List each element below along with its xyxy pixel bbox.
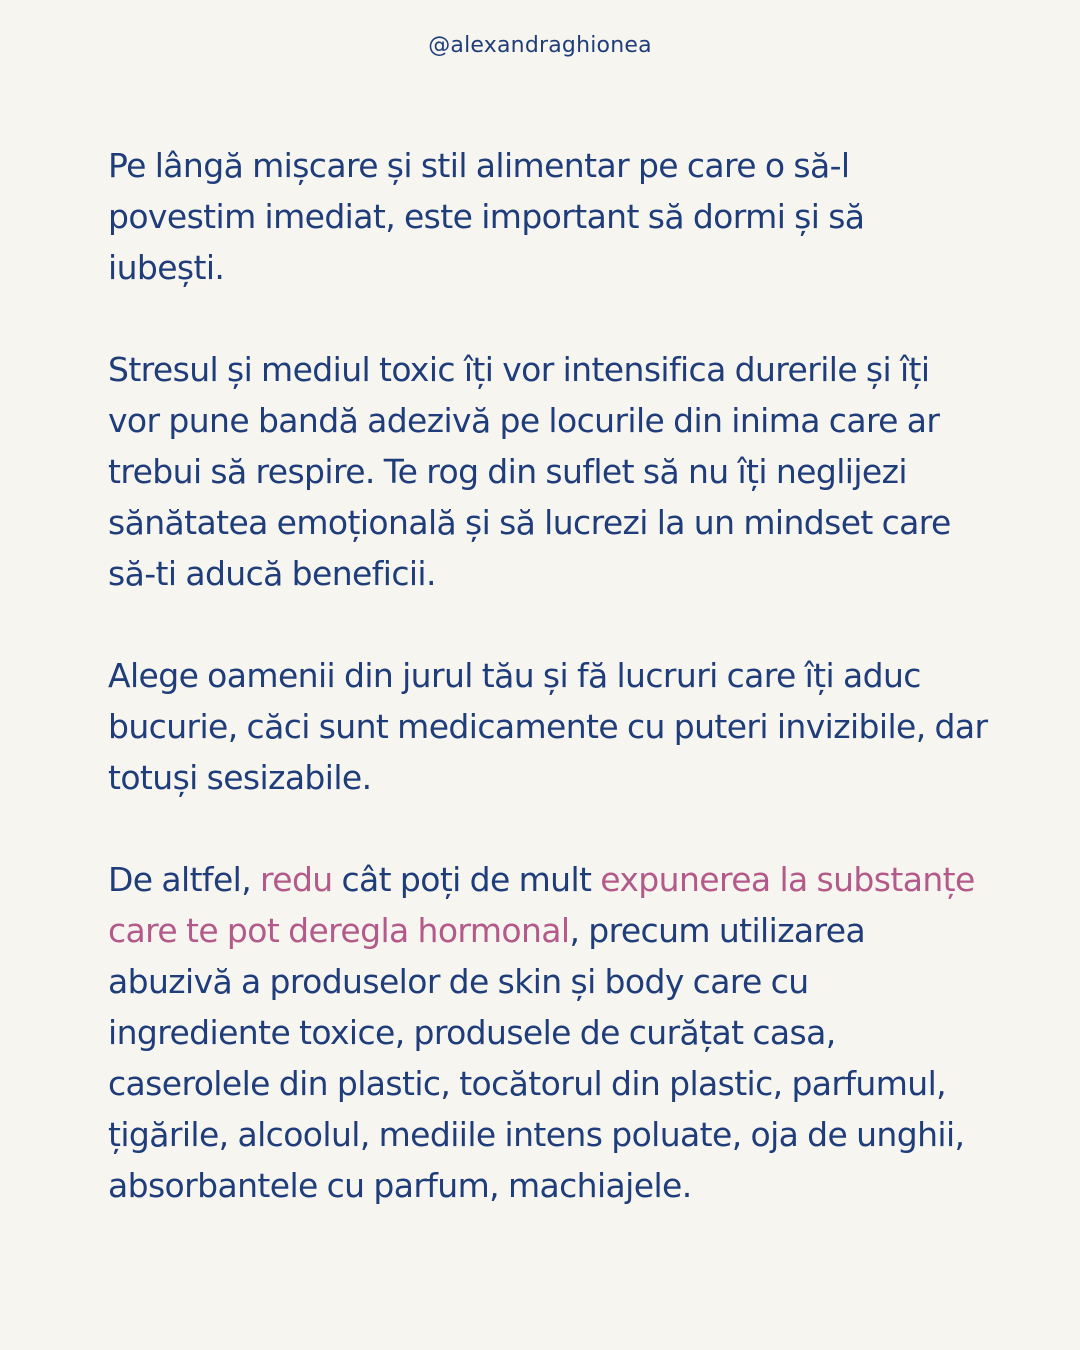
paragraph-stress: Stresul și mediul toxic îți vor intensifica durerile și îți vor pune bandă adezivă pe locurile din inima care ar trebui să respire. Te rog din suflet să nu îți neglijezi sănătatea emoțională și să lucrezi la un mindset care să-ti aducă beneficii. [108, 350, 951, 593]
account-handle: @alexandraghionea [428, 33, 652, 58]
paragraph-text: , precum utilizarea abuzivă a produselor de skin și body care cu ingrediente toxice, produsele de curățat casa, caserolele din plastic, tocătorul din plastic, parfumul, țigările, alcoolul, mediile intens poluate, oja de unghii, absorbantele cu parfum, machiajele. [108, 911, 965, 1205]
paragraph-sleep-love: Pe lângă mișcare și stil alimentar pe care o să-l povestim imediat, este important să dormi și să iubești. [108, 146, 865, 287]
highlight-redu: redu [260, 860, 333, 899]
paragraph-hormonal [108, 854, 988, 1211]
paragraph-text: cât poți de mult [332, 860, 601, 899]
paragraph-text: De altfel, [108, 860, 261, 899]
post-body [108, 140, 988, 1211]
highlight-exposure: expunerea la substanțe care te pot deregla hormonal [108, 860, 975, 950]
paragraph-people: Alege oamenii din jurul tău și fă lucruri care îți aduc bucurie, căci sunt medicamente cu puteri invizibile, dar totuși sesizabile. [108, 656, 988, 797]
